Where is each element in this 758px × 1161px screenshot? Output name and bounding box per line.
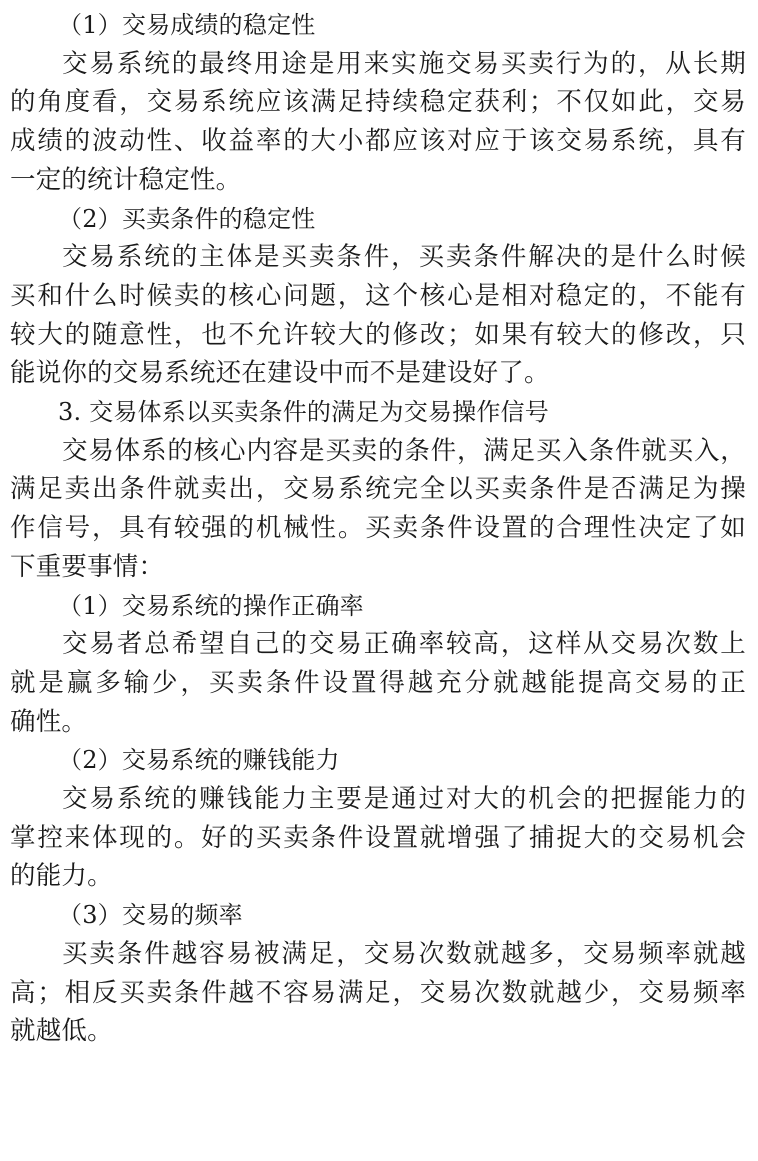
paragraph-line: 交易系统的最终用途是用来实施交易买卖行为的，从长期 bbox=[62, 48, 746, 79]
paragraph-line: 交易体系的核心内容是买卖的条件，满足买入条件就买入， bbox=[62, 435, 746, 466]
paragraph-line: 下重要事情： bbox=[10, 551, 165, 582]
document-page bbox=[10, 6, 746, 1051]
section-heading: 3. 交易体系以买卖条件的满足为交易操作信号 bbox=[58, 398, 549, 427]
paragraph-line: 能说你的交易系统还在建设中而不是建设好了。 bbox=[10, 358, 550, 389]
paragraph-line: 的能力。 bbox=[10, 861, 113, 892]
paragraph-line: 买卖条件越容易被满足，交易次数就越多，交易频率就越 bbox=[62, 938, 746, 969]
paragraph-line: 掌控来体现的。好的买卖条件设置就增强了捕捉大的交易机会 bbox=[10, 822, 746, 853]
body-paragraph bbox=[10, 625, 746, 741]
paragraph-line: 作信号，具有较强的机械性。买卖条件设置的合理性决定了如 bbox=[10, 513, 746, 544]
paragraph-line: 确性。 bbox=[10, 706, 88, 737]
paragraph-line: 交易系统的赚钱能力主要是通过对大的机会的把握能力的 bbox=[62, 784, 746, 815]
paragraph-line: 就是赢多输少，买卖条件设置得越充分就越能提高交易的正 bbox=[10, 667, 746, 698]
paragraph-line: 的角度看，交易系统应该满足持续稳定获利；不仅如此，交易 bbox=[10, 87, 746, 118]
paragraph-line: 交易系统的主体是买卖条件，买卖条件解决的是什么时候 bbox=[62, 242, 746, 273]
section-heading: （2）交易系统的赚钱能力 bbox=[58, 746, 340, 775]
body-paragraph bbox=[10, 780, 746, 896]
body-paragraph bbox=[10, 238, 746, 393]
body-paragraph bbox=[10, 935, 746, 1051]
section-heading: （3）交易的频率 bbox=[58, 901, 243, 930]
paragraph-line: 交易者总希望自己的交易正确率较高，这样从交易次数上 bbox=[62, 629, 746, 660]
body-paragraph bbox=[10, 432, 746, 587]
section-heading: （1）交易系统的操作正确率 bbox=[58, 591, 364, 620]
paragraph-line: 买和什么时候卖的核心问题，这个核心是相对稳定的，不能有 bbox=[10, 280, 746, 311]
paragraph-line: 高；相反买卖条件越不容易满足，交易次数就越少，交易频率 bbox=[10, 977, 746, 1008]
paragraph-line: 较大的随意性，也不允许较大的修改；如果有较大的修改，只 bbox=[10, 319, 746, 350]
section-heading: （1）交易成绩的稳定性 bbox=[58, 11, 316, 39]
paragraph-line: 满足卖出条件就卖出，交易系统完全以买卖条件是否满足为操 bbox=[10, 474, 746, 505]
paragraph-line: 成绩的波动性、收益率的大小都应该对应于该交易系统，具有 bbox=[10, 126, 746, 157]
section-heading: （2）买卖条件的稳定性 bbox=[58, 204, 316, 233]
paragraph-line: 一定的统计稳定性。 bbox=[10, 164, 242, 195]
body-paragraph bbox=[10, 45, 746, 200]
paragraph-line: 就越低。 bbox=[10, 1016, 113, 1047]
